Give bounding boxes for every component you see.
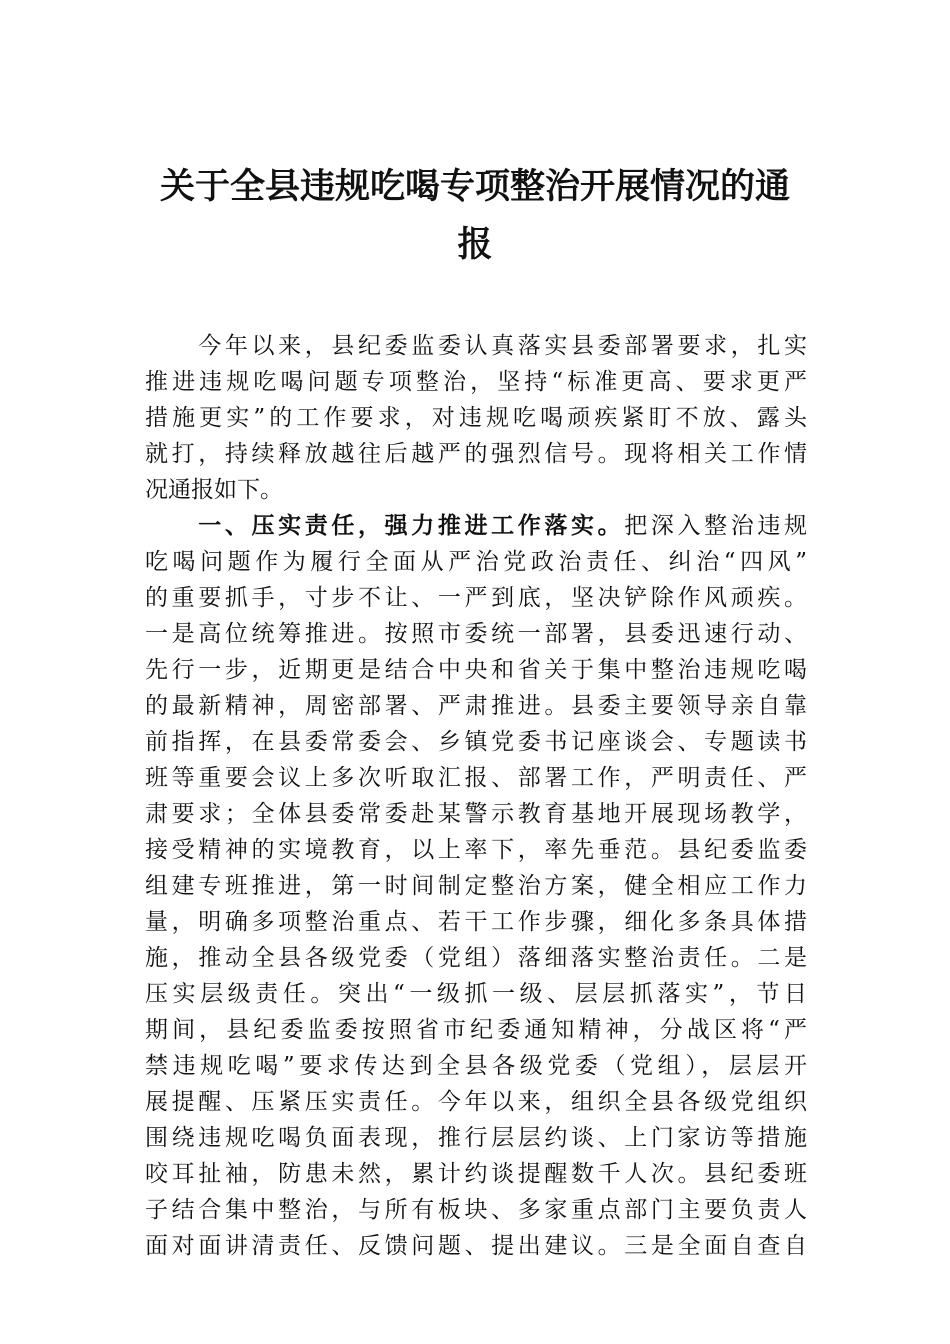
text-line: 班等重要会议上多次听取汇报、部署工作，严明责任、严 bbox=[145, 765, 807, 791]
text-line: 子结合集中整治，与所有板块、多家重点部门主要负责人 bbox=[145, 1197, 807, 1223]
text-line: 禁违规吃喝”要求传达到全县各级党委（党组），层层开 bbox=[145, 1053, 807, 1079]
text-line: 量，明确多项整治重点、若干工作步骤，细化多条具体措 bbox=[145, 909, 807, 935]
text-line: 况通报如下。 bbox=[145, 477, 283, 503]
title-line-2: 报 bbox=[457, 224, 493, 265]
text-line: 一是高位统筹推进。按照市委统一部署，县委迅速行动、 bbox=[145, 621, 807, 647]
paragraph-section-1 bbox=[145, 508, 807, 1264]
text-line: 吃喝问题作为履行全面从严治党政治责任、纠治“四风” bbox=[145, 549, 807, 575]
text-line: 前指挥，在县委常委会、乡镇党委书记座谈会、专题读书 bbox=[145, 729, 807, 755]
text-line: 期间，县纪委监委按照省市纪委通知精神，分战区将“严 bbox=[145, 1017, 807, 1043]
text-line: 展提醒、压紧压实责任。今年以来，组织全县各级党组织 bbox=[145, 1089, 807, 1115]
text-line: 的最新精神，周密部署、严肃推进。县委主要领导亲自靠 bbox=[145, 693, 807, 719]
section-1-first-line bbox=[145, 508, 807, 544]
text-line: 先行一步，近期更是结合中央和省关于集中整治违规吃喝 bbox=[145, 657, 807, 683]
text-line: 咬耳扯袖，防患未然，累计约谈提醒数千人次。县纪委班 bbox=[145, 1161, 807, 1187]
text-line: 面对面讲清责任、反馈问题、提出建议。三是全面自查自 bbox=[145, 1233, 807, 1259]
document-body bbox=[145, 328, 807, 1264]
text-line: 推进违规吃喝问题专项整治，坚持“标准更高、要求更严 bbox=[145, 369, 807, 395]
text-line: 肃要求；全体县委常委赴某警示教育基地开展现场教学， bbox=[145, 801, 807, 827]
text-line: 今年以来，县纪委监委认真落实县委部署要求，扎实 bbox=[145, 333, 807, 359]
text-line: 的重要抓手，寸步不让、一严到底，坚决铲除作风顽疾。 bbox=[145, 585, 807, 611]
document-title bbox=[140, 158, 810, 274]
text-line: 压实层级责任。突出“一级抓一级、层层抓落实”，节日 bbox=[145, 981, 807, 1007]
text-line: 施，推动全县各级党委（党组）落细落实整治责任。二是 bbox=[145, 945, 807, 971]
section-1-first-line-text: 把深入整治违规 bbox=[624, 513, 807, 539]
text-line: 组建专班推进，第一时间制定整治方案，健全相应工作力 bbox=[145, 873, 807, 899]
paragraph-intro bbox=[145, 328, 807, 508]
text-line: 措施更实”的工作要求，对违规吃喝顽疾紧盯不放、露头 bbox=[145, 405, 807, 431]
section-1-heading: 一、压实责任，强力推进工作落实。 bbox=[145, 513, 625, 539]
text-line: 围绕违规吃喝负面表现，推行层层约谈、上门家访等措施 bbox=[145, 1125, 807, 1151]
title-line-1: 关于全县违规吃喝专项整治开展情况的通 bbox=[159, 166, 790, 207]
text-line: 就打，持续释放越往后越严的强烈信号。现将相关工作情 bbox=[145, 441, 807, 467]
text-line: 接受精神的实境教育，以上率下，率先垂范。县纪委监委 bbox=[145, 837, 807, 863]
